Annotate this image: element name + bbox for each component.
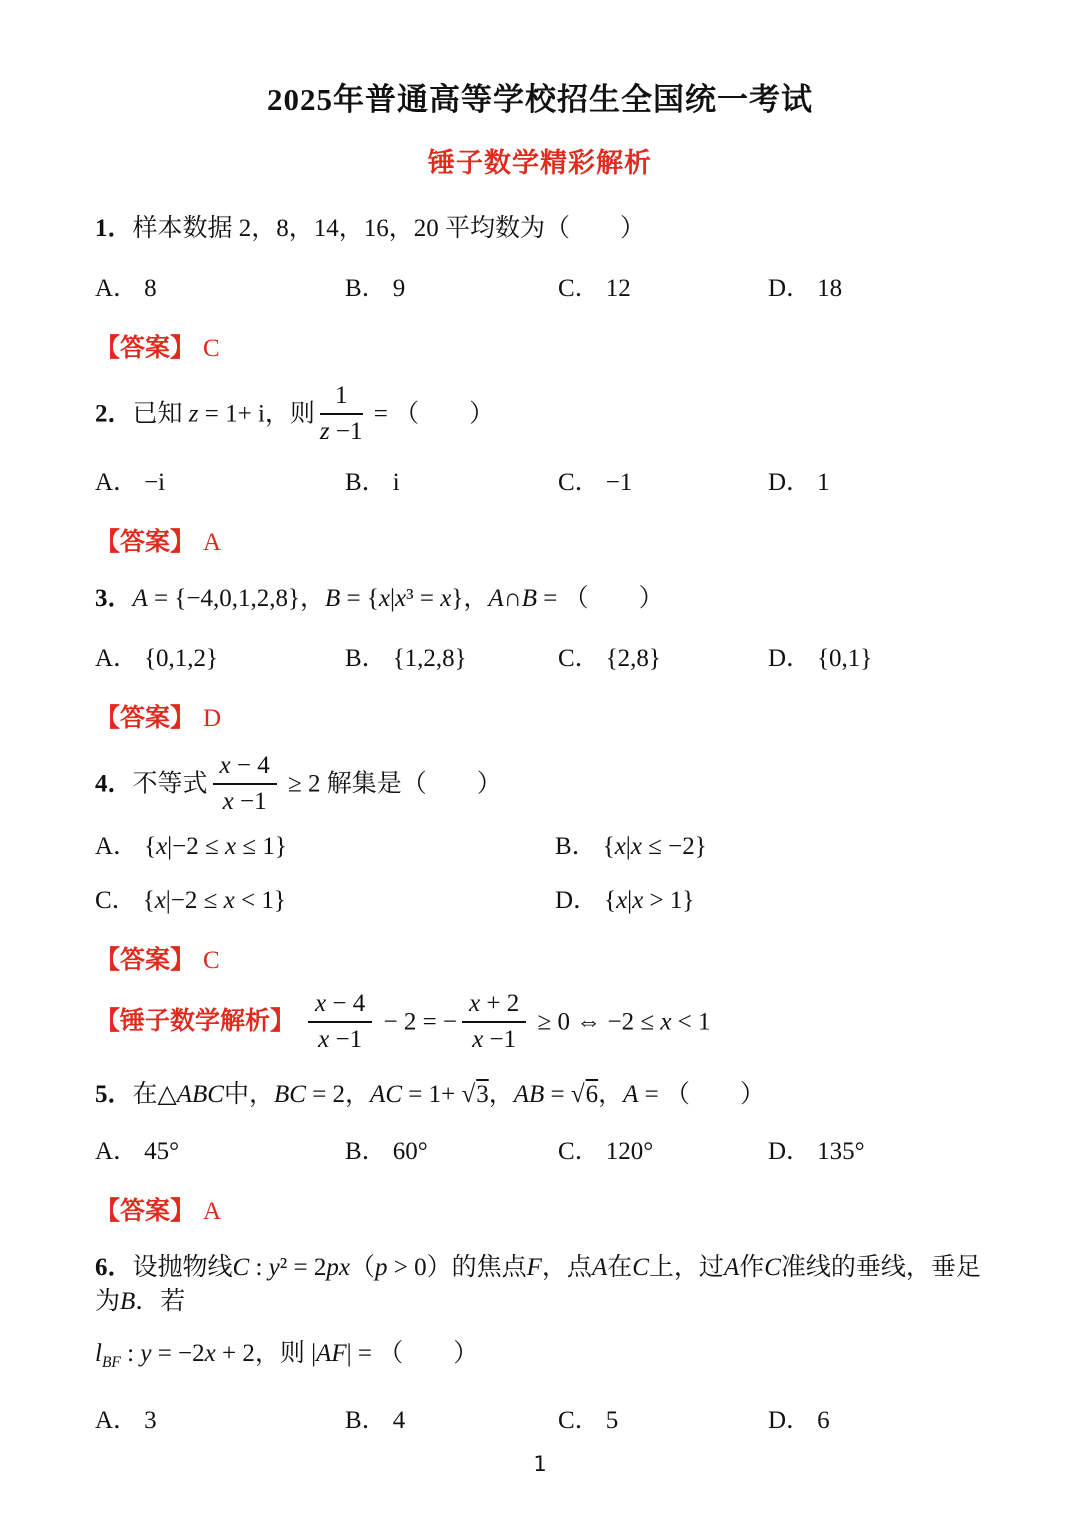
option-b: B． {x|x ≤ −2} <box>555 832 707 860</box>
question-5-options <box>95 1131 985 1167</box>
question-2 <box>95 381 985 558</box>
option-b: B． 4 <box>345 1406 406 1434</box>
option-b: B． 60° <box>345 1138 428 1166</box>
answer-label: 【答案】 <box>95 704 196 732</box>
answer-label: 【答案】 <box>95 334 196 362</box>
exam-subtitle: 锤子数学精彩解析 <box>428 148 652 178</box>
fraction: $\frac{x + 2}{x -1}$ <box>457 990 531 1054</box>
question-1 <box>95 212 985 364</box>
option-a: A． 3 <box>95 1406 157 1434</box>
answer-letter: D <box>203 704 222 732</box>
option-b: B． i <box>345 468 400 496</box>
fraction: $\frac{x - 4}{x -1}$ <box>303 990 377 1054</box>
question-4 <box>95 751 985 1054</box>
question-2-stem: 2．已知 z = 1+ i，则 $\frac{1}{z -1}$ = （ ） <box>95 381 495 445</box>
question-1-answer <box>95 328 985 364</box>
option-d: D． 6 <box>768 1406 830 1434</box>
option-d: D． 1 <box>768 468 830 496</box>
answer-letter: C <box>203 946 220 974</box>
option-b: B． {1,2,8} <box>345 644 467 672</box>
question-4-stem: 4．不等式 $\frac{x - 4}{x -1}$ ≥ 2 解集是（ ） <box>95 751 502 815</box>
answer-label: 【答案】 <box>95 528 196 556</box>
option-b: B． 9 <box>345 274 406 302</box>
question-6-stem-line-2: $l_{BF}$ : y = −2x + 2，则 |AF| = （ ） <box>95 1339 479 1371</box>
answer-label: 【答案】 <box>95 1198 196 1226</box>
option-d: D． {0,1} <box>768 644 873 672</box>
question-3 <box>95 582 985 734</box>
question-4-options-row-1 <box>95 826 985 862</box>
question-1-options <box>95 268 985 304</box>
question-5 <box>95 1078 985 1228</box>
question-6-stem-line-1: 6．设抛物线C : y² = 2px（p > 0）的焦点F，点A在C上，过A作C准线的垂线，垂足为B．若 <box>95 1254 981 1315</box>
option-d: D． 18 <box>768 274 843 302</box>
option-a: A． 45° <box>95 1138 180 1166</box>
answer-label: 【答案】 <box>95 946 196 974</box>
option-a: A． {x|−2 ≤ x ≤ 1} <box>95 832 287 860</box>
question-4-analysis: 【锤子数学解析】 $\frac{x - 4}{x -1}$ − 2 = − $\frac{x + 2}{x -1}$ ≥ 0 ⇔ −2 ≤ x < 1 <box>95 989 711 1053</box>
answer-letter: A <box>203 1198 222 1226</box>
question-6 <box>95 1251 985 1436</box>
question-3-answer <box>95 698 985 734</box>
option-c: C． −1 <box>558 468 633 496</box>
question-4-options-row-2 <box>95 880 985 916</box>
question-5-stem: 5．在△ABC中，BC = 2，AC = 1+ √3，AB = √6，A = （ ） <box>95 1080 765 1108</box>
question-1-stem: 1．样本数据 2，8，14，16，20 平均数为（ ） <box>95 215 646 242</box>
question-4-answer <box>95 940 985 976</box>
answer-letter: A <box>203 528 222 556</box>
question-2-options <box>95 462 985 498</box>
option-d: D． {x|x > 1} <box>555 886 695 914</box>
option-c: C． 12 <box>558 274 631 302</box>
fraction: $\frac{x - 4}{x -1}$ <box>208 752 282 816</box>
answer-letter: C <box>203 334 220 362</box>
option-a: A． −i <box>95 468 166 496</box>
option-c: C． 120° <box>558 1138 654 1166</box>
analysis-label: 【锤子数学解析】 <box>95 1008 296 1036</box>
exam-title: 2025年普通高等学校招生全国统一考试 <box>267 82 813 117</box>
page-number: 1 <box>533 1451 547 1476</box>
option-d: D． 135° <box>768 1138 865 1166</box>
option-a: A． {0,1,2} <box>95 644 219 672</box>
question-5-answer <box>95 1191 985 1227</box>
question-2-answer <box>95 522 985 558</box>
question-3-options <box>95 638 985 674</box>
question-6-options <box>95 1400 985 1436</box>
option-c: C． {x|−2 ≤ x < 1} <box>95 886 286 914</box>
fraction: $\frac{1}{z -1}$ <box>319 381 363 445</box>
option-a: A． 8 <box>95 274 157 302</box>
question-3-stem: 3．A = {−4,0,1,2,8}，B = {x|x³ = x}，A∩B = （ ） <box>95 584 664 612</box>
option-c: C． 5 <box>558 1406 619 1434</box>
option-c: C． {2,8} <box>558 644 661 672</box>
